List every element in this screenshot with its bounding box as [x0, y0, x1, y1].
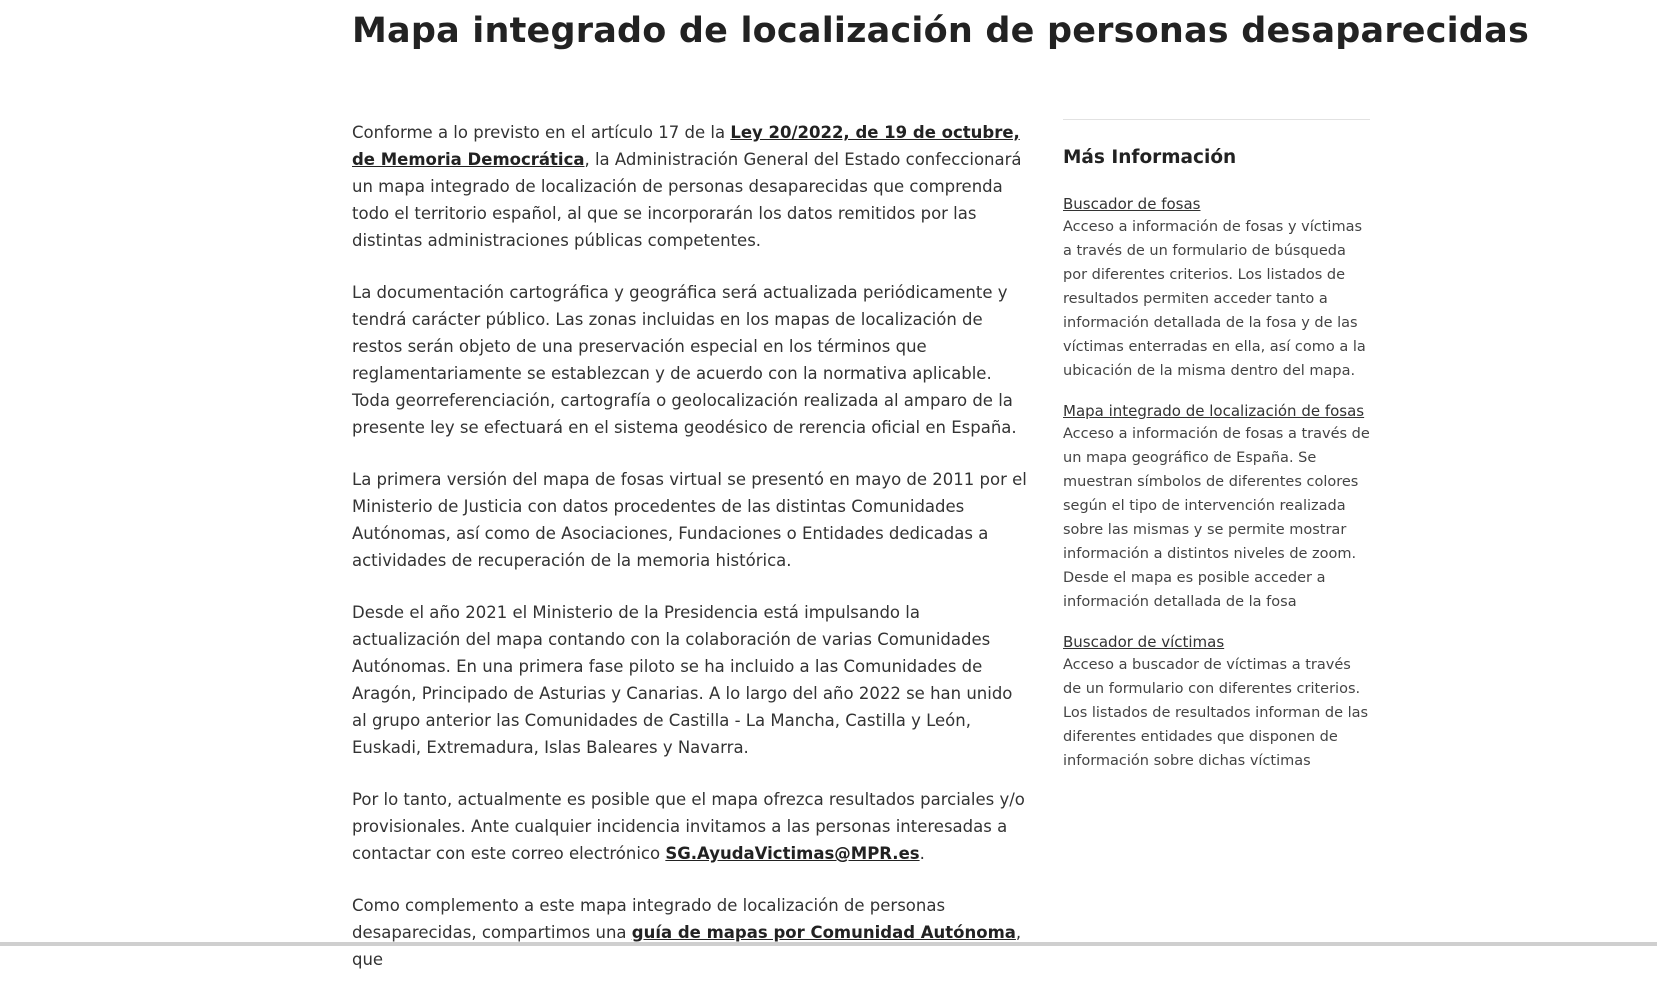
- email-link[interactable]: SG.AyudaVictimas@MPR.es: [665, 844, 920, 863]
- paragraph-text: Como complemento a este mapa integrado de localización de personas desaparecidas, compartimos una: [352, 896, 946, 942]
- sidebar: [1063, 119, 1370, 790]
- sidebar-links: [1063, 193, 1370, 773]
- buscador-fosas-link[interactable]: Buscador de fosas: [1063, 195, 1201, 213]
- sidebar-item-buscador-victimas: [1063, 631, 1370, 773]
- horizontal-scrollbar[interactable]: [0, 942, 1657, 946]
- page-title: Mapa integrado de localización de personas desaparecidas: [352, 11, 1529, 51]
- sidebar-item-buscador-fosas: [1063, 193, 1370, 383]
- paragraph-text: .: [919, 844, 925, 863]
- paragraph-cartography: La documentación cartográfica y geográfica será actualizada periódicamente y tendrá carácter público. Las zonas incluidas en los mapas de localización de restos serán objeto de una preservación especial en los términos que reglamentariamente se establezcan y de acuerdo con la normativa aplicable. Toda georreferenciación, cartografía o geolocalización realizada al amparo de la presente ley se efectuará en el sistema geodésico de rerencia oficial en España.: [352, 283, 1017, 437]
- paragraph-history: La primera versión del mapa de fosas virtual se presentó en mayo de 2011 por el Ministerio de Justicia con datos procedentes de las distintas Comunidades Autónomas, así como de Asociaciones, Fundaciones o Entidades dedicadas a actividades de recuperación de la memoria histórica.: [352, 470, 1027, 570]
- sidebar-item-description: Acceso a información de fosas y víctimas a través de un formulario de búsqueda por diferentes criterios. Los listados de resultados permiten acceder tanto a información detallada de la fosa y de las víctimas enterradas en ella, así como a la ubicación de la misma dentro del mapa.: [1063, 219, 1366, 379]
- paragraph-text: , la Administración General del Estado confeccionará un mapa integrado de localización de personas desaparecidas que comprenda todo el territorio español, al que se incorporarán los datos remitidos por las distintas administraciones públicas competentes.: [352, 150, 1022, 250]
- paragraph-text: , que: [352, 923, 1022, 969]
- buscador-victimas-link[interactable]: Buscador de víctimas: [1063, 633, 1225, 651]
- sidebar-item-mapa-fosas: [1063, 400, 1370, 614]
- paragraph-guide: [352, 892, 1032, 973]
- paragraph-text: Por lo tanto, actualmente es posible que el mapa ofrezca resultados parciales y/o provisionales. Ante cualquier incidencia invitamos a las personas interesadas a contactar con este correo electrónico: [352, 790, 1025, 863]
- mapa-fosas-link[interactable]: Mapa integrado de localización de fosas: [1063, 402, 1365, 420]
- paragraph-intro: [352, 119, 1032, 254]
- paragraph-contact: [352, 786, 1032, 867]
- guide-link[interactable]: guía de mapas por Comunidad Autónoma: [631, 923, 1016, 942]
- sidebar-item-description: Acceso a información de fosas a través de un mapa geográfico de España. Se muestran símbolos de diferentes colores según el tipo de intervención realizada sobre las mismas y se permite mostrar información a distintos niveles de zoom. Desde el mapa es posible acceder a información detallada de la fosa: [1063, 426, 1370, 610]
- sidebar-title: Más Información: [1063, 147, 1237, 168]
- law-link[interactable]: Ley 20/2022, de 19 de octubre, de Memoria Democrática: [352, 123, 1020, 169]
- paragraph-update: Desde el año 2021 el Ministerio de la Presidencia está impulsando la actualización del mapa contando con la colaboración de varias Comunidades Autónomas. En una primera fase piloto se ha incluido a las Comunidades de Aragón, Principado de Asturias y Canarias. A lo largo del año 2022 se han unido al grupo anterior las Comunidades de Castilla - La Mancha, Castilla y León, Euskadi, Extremadura, Islas Baleares y Navarra.: [352, 603, 1013, 757]
- paragraph-text: Conforme a lo previsto en el artículo 17 de la: [352, 123, 731, 142]
- sidebar-item-description: Acceso a buscador de víctimas a través de un formulario con diferentes criterios. Los listados de resultados informan de las diferentes entidades que disponen de información sobre dichas víctimas: [1063, 657, 1369, 769]
- main-content: [352, 119, 1032, 998]
